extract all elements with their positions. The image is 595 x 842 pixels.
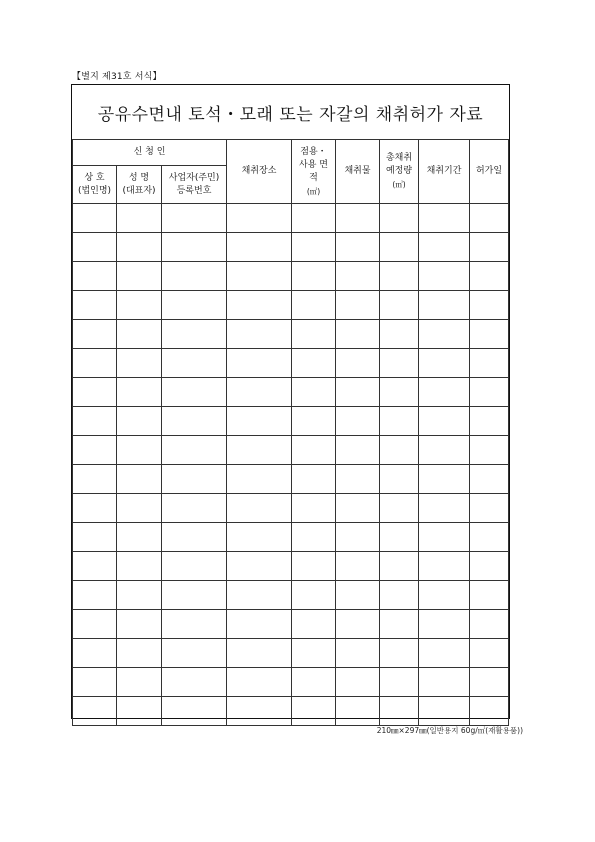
table-row — [73, 494, 509, 523]
table-cell[interactable] — [336, 465, 380, 494]
table-cell[interactable] — [336, 349, 380, 378]
table-cell[interactable] — [292, 639, 336, 668]
permit-data-table — [72, 139, 509, 726]
table-cell[interactable] — [162, 465, 227, 494]
table-cell[interactable] — [336, 378, 380, 407]
table-cell[interactable] — [117, 407, 162, 436]
table-row — [73, 465, 509, 494]
table-cell[interactable] — [419, 204, 470, 233]
table-cell[interactable] — [470, 291, 509, 320]
header-area-line: 적 — [309, 172, 318, 183]
table-cell[interactable] — [227, 639, 292, 668]
table-cell[interactable] — [336, 407, 380, 436]
table-cell[interactable] — [470, 262, 509, 291]
table-cell[interactable] — [470, 320, 509, 349]
table-cell[interactable] — [419, 552, 470, 581]
table-cell[interactable] — [117, 349, 162, 378]
table-cell[interactable] — [470, 581, 509, 610]
table-cell[interactable] — [336, 581, 380, 610]
table-cell[interactable] — [419, 697, 470, 726]
table-row — [73, 697, 509, 726]
table-cell[interactable] — [419, 494, 470, 523]
table-cell[interactable] — [419, 407, 470, 436]
table-cell[interactable] — [292, 494, 336, 523]
table-cell[interactable] — [292, 349, 336, 378]
table-cell[interactable] — [117, 320, 162, 349]
table-cell[interactable] — [162, 320, 227, 349]
table-cell[interactable] — [162, 552, 227, 581]
table-row — [73, 349, 509, 378]
table-cell[interactable] — [117, 610, 162, 639]
form-frame — [71, 84, 510, 719]
table-row — [73, 610, 509, 639]
table-cell[interactable] — [292, 436, 336, 465]
table-cell[interactable] — [292, 204, 336, 233]
header-name — [117, 166, 162, 204]
table-cell[interactable] — [336, 668, 380, 697]
table-cell[interactable] — [73, 204, 117, 233]
header-area — [292, 140, 336, 204]
table-cell[interactable] — [117, 378, 162, 407]
table-cell[interactable] — [117, 436, 162, 465]
header-area-unit: (㎡) — [306, 186, 321, 196]
table-cell[interactable] — [336, 262, 380, 291]
table-cell[interactable] — [470, 204, 509, 233]
table-cell[interactable] — [419, 233, 470, 262]
header-volume-line: 총채취 — [385, 153, 413, 163]
table-cell[interactable] — [470, 697, 509, 726]
table-cell[interactable] — [380, 552, 419, 581]
table-cell[interactable] — [380, 697, 419, 726]
table-row — [73, 523, 509, 552]
table-cell[interactable] — [162, 262, 227, 291]
table-cell[interactable] — [73, 262, 117, 291]
header-trade-name-line: 상 호 — [84, 172, 105, 183]
table-cell[interactable] — [73, 436, 117, 465]
table-cell[interactable] — [162, 204, 227, 233]
table-cell[interactable] — [73, 465, 117, 494]
table-cell[interactable] — [336, 610, 380, 639]
table-cell[interactable] — [117, 494, 162, 523]
header-business-no-line: 사업자(주민) — [168, 172, 220, 183]
table-cell[interactable] — [470, 407, 509, 436]
table-cell[interactable] — [419, 610, 470, 639]
table-row — [73, 291, 509, 320]
table-cell[interactable] — [292, 523, 336, 552]
table-cell[interactable] — [73, 407, 117, 436]
table-cell[interactable] — [162, 407, 227, 436]
header-applicant: 신 청 인 — [73, 140, 227, 166]
table-cell[interactable] — [227, 581, 292, 610]
table-cell[interactable] — [380, 320, 419, 349]
table-cell[interactable] — [380, 378, 419, 407]
table-cell[interactable] — [117, 697, 162, 726]
table-cell[interactable] — [73, 349, 117, 378]
table-cell[interactable] — [380, 233, 419, 262]
table-cell[interactable] — [380, 465, 419, 494]
table-cell[interactable] — [73, 639, 117, 668]
table-cell[interactable] — [336, 204, 380, 233]
table-cell[interactable] — [227, 610, 292, 639]
table-cell[interactable] — [117, 552, 162, 581]
table-cell[interactable] — [227, 291, 292, 320]
table-cell[interactable] — [380, 262, 419, 291]
table-cell[interactable] — [292, 262, 336, 291]
table-cell[interactable] — [470, 378, 509, 407]
table-cell[interactable] — [419, 639, 470, 668]
table-cell[interactable] — [73, 552, 117, 581]
table-cell[interactable] — [380, 523, 419, 552]
header-volume-line: 예정량 — [385, 166, 413, 176]
table-row — [73, 552, 509, 581]
table-cell[interactable] — [470, 552, 509, 581]
header-business-no — [162, 166, 227, 204]
table-cell[interactable] — [73, 523, 117, 552]
table-cell[interactable] — [227, 407, 292, 436]
table-cell[interactable] — [336, 494, 380, 523]
header-name-line: (대표자) — [122, 185, 156, 196]
header-volume — [380, 140, 419, 204]
table-cell[interactable] — [227, 349, 292, 378]
table-cell[interactable] — [292, 552, 336, 581]
table-row — [73, 581, 509, 610]
table-cell[interactable] — [336, 639, 380, 668]
table-cell[interactable] — [336, 320, 380, 349]
table-cell[interactable] — [470, 436, 509, 465]
table-row — [73, 262, 509, 291]
table-cell[interactable] — [292, 581, 336, 610]
table-row — [73, 639, 509, 668]
table-cell[interactable] — [117, 668, 162, 697]
table-cell[interactable] — [380, 436, 419, 465]
table-row — [73, 378, 509, 407]
table-cell[interactable] — [470, 233, 509, 262]
table-cell[interactable] — [162, 581, 227, 610]
table-cell[interactable] — [380, 204, 419, 233]
table-cell[interactable] — [73, 494, 117, 523]
table-cell[interactable] — [419, 262, 470, 291]
header-name-line: 성 명 — [128, 172, 150, 183]
table-cell[interactable] — [419, 349, 470, 378]
table-cell[interactable] — [292, 233, 336, 262]
table-cell[interactable] — [73, 668, 117, 697]
table-cell[interactable] — [292, 320, 336, 349]
table-cell[interactable] — [117, 262, 162, 291]
table-cell[interactable] — [380, 407, 419, 436]
table-cell[interactable] — [292, 610, 336, 639]
table-cell[interactable] — [73, 610, 117, 639]
table-body — [73, 204, 509, 726]
table-cell[interactable] — [380, 668, 419, 697]
table-cell[interactable] — [470, 668, 509, 697]
table-cell[interactable] — [380, 494, 419, 523]
table-cell[interactable] — [227, 552, 292, 581]
form-number-label: 【별지 제31호 서식】 — [72, 72, 162, 82]
header-period: 채취기간 — [419, 140, 470, 204]
table-cell[interactable] — [73, 233, 117, 262]
header-volume-unit: (㎥) — [392, 180, 406, 189]
table-cell[interactable] — [73, 581, 117, 610]
table-cell[interactable] — [470, 610, 509, 639]
table-cell[interactable] — [117, 523, 162, 552]
table-cell[interactable] — [470, 523, 509, 552]
table-cell[interactable] — [73, 378, 117, 407]
table-cell[interactable] — [470, 465, 509, 494]
table-cell[interactable] — [117, 291, 162, 320]
table-cell[interactable] — [380, 349, 419, 378]
table-cell[interactable] — [227, 494, 292, 523]
table-cell[interactable] — [162, 523, 227, 552]
table-cell[interactable] — [336, 697, 380, 726]
table-row — [73, 407, 509, 436]
form-title: 공유수면내 토석・모래 또는 자갈의 채취허가 자료 — [72, 85, 509, 140]
table-cell[interactable] — [419, 581, 470, 610]
table-row — [73, 204, 509, 233]
table-cell[interactable] — [117, 465, 162, 494]
table-cell[interactable] — [227, 378, 292, 407]
table-cell[interactable] — [380, 610, 419, 639]
table-cell[interactable] — [292, 668, 336, 697]
table-cell[interactable] — [419, 320, 470, 349]
table-cell[interactable] — [380, 291, 419, 320]
table-cell[interactable] — [292, 407, 336, 436]
table-cell[interactable] — [419, 378, 470, 407]
table-cell[interactable] — [336, 436, 380, 465]
table-cell[interactable] — [117, 233, 162, 262]
table-cell[interactable] — [162, 233, 227, 262]
header-area-line: 점용・ — [300, 146, 327, 157]
table-cell[interactable] — [380, 581, 419, 610]
table-cell[interactable] — [227, 204, 292, 233]
table-cell[interactable] — [470, 639, 509, 668]
header-area-line: 사용 면 — [299, 159, 328, 170]
table-cell[interactable] — [419, 523, 470, 552]
table-cell[interactable] — [73, 320, 117, 349]
table-cell[interactable] — [227, 523, 292, 552]
table-cell[interactable] — [162, 610, 227, 639]
table-cell[interactable] — [162, 494, 227, 523]
table-cell[interactable] — [470, 494, 509, 523]
table-cell[interactable] — [73, 291, 117, 320]
table-cell[interactable] — [227, 436, 292, 465]
table-cell[interactable] — [73, 697, 117, 726]
table-cell[interactable] — [336, 523, 380, 552]
table-cell[interactable] — [162, 378, 227, 407]
table-row — [73, 668, 509, 697]
table-cell[interactable] — [117, 204, 162, 233]
table-cell[interactable] — [227, 697, 292, 726]
header-permit-date: 허가일 — [470, 140, 509, 204]
table-cell[interactable] — [117, 581, 162, 610]
table-cell[interactable] — [292, 465, 336, 494]
table-cell[interactable] — [227, 233, 292, 262]
table-cell[interactable] — [419, 436, 470, 465]
table-cell[interactable] — [380, 639, 419, 668]
table-cell[interactable] — [227, 465, 292, 494]
header-item: 채취물 — [336, 140, 380, 204]
header-trade-name-line: (법인명) — [77, 185, 112, 196]
table-cell[interactable] — [470, 349, 509, 378]
table-cell[interactable] — [336, 291, 380, 320]
table-cell[interactable] — [162, 436, 227, 465]
paper-spec-note: 210㎜×297㎜(일반용지 60g/㎡(재활용품)) — [376, 726, 523, 735]
table-row — [73, 320, 509, 349]
table-cell[interactable] — [419, 291, 470, 320]
header-trade-name — [73, 166, 117, 204]
table-cell[interactable] — [292, 378, 336, 407]
table-cell[interactable] — [336, 552, 380, 581]
table-cell[interactable] — [227, 668, 292, 697]
table-row — [73, 436, 509, 465]
table-cell[interactable] — [292, 697, 336, 726]
table-cell[interactable] — [117, 639, 162, 668]
table-cell[interactable] — [292, 291, 336, 320]
table-cell[interactable] — [227, 262, 292, 291]
table-cell[interactable] — [227, 320, 292, 349]
table-cell[interactable] — [162, 668, 227, 697]
table-cell[interactable] — [336, 233, 380, 262]
table-cell[interactable] — [162, 697, 227, 726]
table-row — [73, 233, 509, 262]
table-cell[interactable] — [419, 465, 470, 494]
table-cell[interactable] — [162, 291, 227, 320]
header-business-no-line: 등록번호 — [176, 185, 212, 196]
header-location: 채취장소 — [227, 140, 292, 204]
table-cell[interactable] — [162, 349, 227, 378]
table-cell[interactable] — [162, 639, 227, 668]
table-cell[interactable] — [419, 668, 470, 697]
